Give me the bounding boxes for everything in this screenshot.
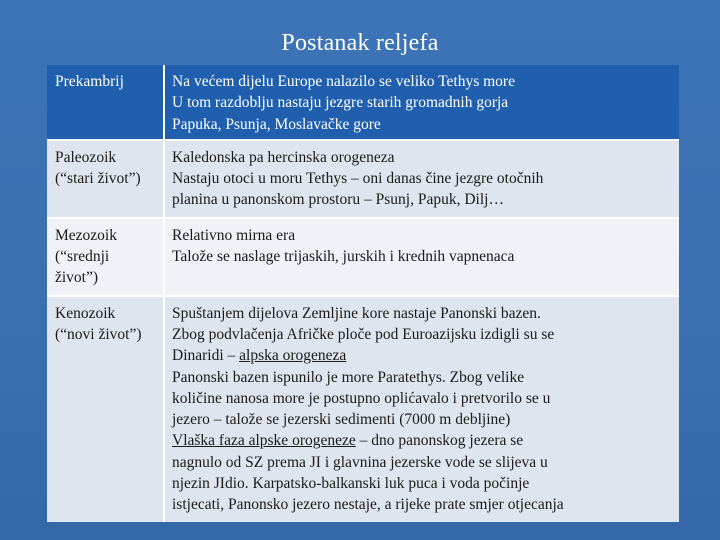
content-line: količine nanosa more je postupno oplićavalo i pretvorilo se u [172,389,551,407]
vlaska-phase-term: Vlaška faza alpske orogeneze [172,432,356,450]
era-cell [47,219,165,297]
era-meaning: (“srednji [55,248,110,266]
era-name: Mezozoik [55,226,117,244]
era-meaning: (“stari život”) [55,170,141,188]
content-line: njezin JIdio. Karpatsko-balkanski luk puca i voda počinje [172,475,530,493]
table-row-mesozoic [47,219,679,297]
content-line: U tom razdoblju nastaju jezgre starih gromadnih gorja [172,94,509,112]
table-row-paleozoic [47,141,679,219]
geology-table [47,65,679,522]
era-name: Prekambrij [55,73,124,90]
content-cell [165,141,679,219]
era-meaning: život”) [55,269,99,287]
content-line: istjecati, Panonsko jezero nestaje, a rijeke prate smjer otjecanja [172,496,564,514]
era-cell [47,65,165,141]
era-name: Kenozoik [55,304,116,322]
content-text: – dno panonskog jezera se [355,432,524,450]
alpine-orogeny-term: alpska orogeneza [239,347,347,365]
content-line: Spuštanjem dijelova Zemljine kore nastaje Panonski bazen. [172,304,541,322]
content-line: Taložе se naslage trijaskih, jurskih i krednih vapnenaca [172,248,515,266]
table-row-precambrian [47,65,679,141]
content-line: Papuka, Psunja, Moslavačke gore [172,115,381,133]
content-cell [165,65,679,141]
content-line [172,430,673,451]
content-text: Dinaridi – [172,347,240,365]
content-cell [165,219,679,297]
table-row-cenozoic [47,297,679,522]
era-cell [47,297,165,522]
era-cell [47,141,165,219]
content-line: Kaledonska pa hercinska orogeneza [172,148,395,166]
content-line: jezero – taložе se jezerski sedimenti (7000 m debljine) [172,411,511,429]
content-line: Nastaju otoci u moru Tethys – oni danas čine jezgre otočnih [172,170,544,188]
content-line: Panonski bazen ispunilo je more Paratethys. Zbog velike [172,368,525,386]
content-cell [165,297,679,522]
slide-title: Postanak reljefa [281,30,439,56]
era-meaning: (“novi život”) [55,325,142,343]
content-line: Relativno mirna era [172,226,296,244]
era-name: Paleozoik [55,148,117,166]
content-line: Na većem dijelu Europe nalazilo se veliko Tethys more [172,73,515,90]
content-line: nagnulo od SZ prema JI i glavnina jezerske vode se slijeva u [172,453,548,471]
content-line: planina u panonskom prostoru – Psunj, Papuk, Dilj… [172,191,504,209]
content-line: Zbog podvlačenja Afričke ploče pod Euroazijsku izdigli su se [172,325,555,343]
era-table [47,65,679,522]
content-line [172,345,673,366]
